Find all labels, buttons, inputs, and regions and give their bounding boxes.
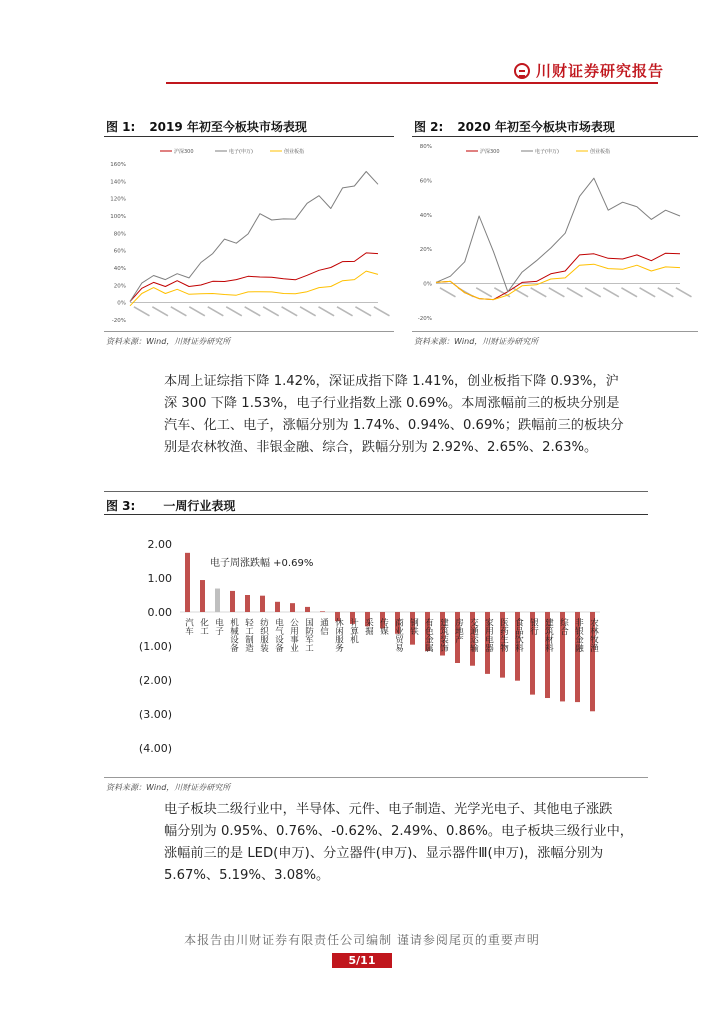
- x-tick-mark: [476, 287, 492, 297]
- legend-label: 电子(申万): [229, 149, 253, 155]
- bar: [290, 603, 295, 612]
- category-label: 电子: [213, 618, 224, 635]
- x-tick-mark: [676, 287, 692, 297]
- series-line: [436, 264, 680, 299]
- figure-3-title: 一周行业表现: [163, 499, 236, 513]
- x-tick-mark: [567, 287, 583, 297]
- legend-label: 创业板指: [284, 149, 305, 155]
- chart-annotation: 电子周涨跌幅 +0.69%: [210, 558, 314, 570]
- bar: [215, 589, 220, 612]
- legend-label: 电子(申万): [535, 149, 559, 155]
- x-tick-mark: [152, 306, 168, 316]
- paragraph-line: 幅分别为 0.95%、0.76%、-0.62%、2.49%、0.86%。电子板块三级行业中，: [164, 824, 633, 839]
- category-label: 电气设备: [273, 618, 284, 652]
- legend-label: 沪深300: [174, 149, 194, 155]
- x-tick-mark: [300, 306, 316, 316]
- x-tick-mark: [603, 287, 619, 297]
- figure-2-caption-rule: [412, 136, 698, 137]
- bar: [260, 596, 265, 612]
- y-tick-label: 40%: [419, 212, 432, 219]
- category-label: 休闲服务: [333, 618, 344, 652]
- paragraph-line: 涨幅前三的是 LED(申万)、分立器件(申万)、显示器件Ⅲ(申万)，涨幅分别为: [164, 846, 604, 861]
- category-label: 商业贸易: [393, 618, 404, 652]
- x-tick-mark: [440, 287, 456, 297]
- x-tick-mark: [318, 306, 334, 316]
- paragraph-line: 汽车、化工、电子，涨幅分别为 1.74%、0.94%、0.69%；跌幅前三的板块分: [164, 418, 624, 433]
- x-tick-mark: [512, 287, 528, 297]
- y-tick-label: 160%: [110, 162, 126, 168]
- x-tick-mark: [530, 287, 546, 297]
- category-label: 通信: [318, 618, 329, 635]
- x-tick-mark: [355, 306, 371, 316]
- category-label: 轻工制造: [243, 618, 254, 652]
- y-tick-label: (3.00): [138, 708, 172, 721]
- x-tick-mark: [337, 306, 353, 316]
- y-tick-label: 20%: [419, 247, 432, 254]
- x-tick-mark: [189, 306, 205, 316]
- figure-3-source: 资料来源：Wind，川财证券研究所: [106, 783, 231, 792]
- category-label: 家用电器: [483, 618, 494, 652]
- paragraph-line: 深 300 下降 1.53%，电子行业指数上涨 0.69%。本周涨幅前三的板块分别是: [164, 396, 620, 411]
- y-tick-label: 120%: [110, 196, 126, 203]
- figure-1-chart: [104, 140, 394, 328]
- figure-2-chart: [412, 140, 698, 328]
- y-tick-label: 60%: [419, 178, 432, 185]
- y-tick-label: 1.00: [147, 572, 172, 585]
- figure-3-caption-rule: [104, 514, 648, 515]
- x-tick-mark: [621, 287, 637, 297]
- header-divider: [166, 82, 658, 84]
- x-tick-mark: [548, 287, 564, 297]
- x-tick-mark: [170, 306, 186, 316]
- category-label: 化工: [198, 618, 209, 635]
- y-tick-label: 0%: [423, 281, 432, 288]
- y-tick-label: 40%: [113, 266, 126, 272]
- bar: [200, 580, 205, 612]
- figure-1-source: 资料来源：Wind，川财证券研究所: [106, 337, 231, 346]
- category-label: 钢铁: [408, 618, 419, 635]
- bar: [230, 591, 235, 612]
- x-tick-mark: [207, 306, 223, 316]
- category-label: 建筑装饰: [438, 618, 449, 652]
- category-label: 综合: [558, 618, 569, 635]
- y-tick-label: (1.00): [138, 640, 172, 653]
- figure-1-number: 图 1:: [106, 120, 136, 134]
- category-label: 农林牧渔: [588, 618, 599, 652]
- figure-2-title: 2020 年初至今板块市场表现: [457, 120, 615, 134]
- figure-2-bottom-rule: [412, 331, 698, 332]
- category-label: 机械设备: [228, 618, 239, 652]
- company-logo-icon: [514, 63, 530, 79]
- category-label: 医药生物: [498, 618, 509, 652]
- figure-3-chart: [104, 530, 624, 770]
- x-tick-mark: [494, 287, 510, 297]
- x-tick-mark: [263, 306, 279, 316]
- x-tick-mark: [134, 306, 150, 316]
- figure-3-caption: [106, 497, 235, 514]
- y-tick-label: 60%: [113, 248, 126, 255]
- category-label: 传媒: [378, 618, 389, 635]
- category-label: 国防军工: [303, 618, 314, 652]
- category-label: 有色金属: [423, 618, 434, 652]
- header-brand: [514, 60, 664, 81]
- x-tick-mark: [244, 306, 260, 316]
- x-tick-mark: [657, 287, 673, 297]
- page-number: 5/11: [332, 953, 392, 968]
- y-tick-label: 80%: [419, 144, 432, 150]
- paragraph-line: 别是农林牧渔、非银金融、综合，跌幅分别为 2.92%、2.65%、2.63%。: [164, 440, 598, 455]
- category-label: 公用事业: [288, 618, 299, 652]
- x-tick-mark: [374, 306, 390, 316]
- y-tick-label: (2.00): [138, 674, 172, 687]
- bar: [305, 607, 310, 612]
- category-label: 汽车: [183, 618, 194, 635]
- y-tick-label: -20%: [111, 318, 126, 324]
- bar: [185, 553, 190, 612]
- paragraph-market-summary: [164, 371, 660, 459]
- y-tick-label: 80%: [113, 231, 126, 238]
- category-label: 银行: [528, 618, 539, 635]
- paragraph-line: 本周上证综指下降 1.42%，深证成指下降 1.41%，创业板指下降 0.93%，沪: [164, 374, 619, 389]
- category-label: 食品饮料: [513, 618, 524, 652]
- x-tick-mark: [281, 306, 297, 316]
- paragraph-electronics-summary: [164, 799, 660, 887]
- bar: [320, 611, 325, 612]
- figure-3-top-rule: [104, 491, 648, 492]
- brand-title: 川财证券研究报告: [536, 62, 665, 80]
- figure-1-caption-rule: [104, 136, 394, 137]
- figure-2-caption: [414, 118, 615, 135]
- category-label: 采掘: [363, 618, 374, 635]
- y-tick-label: 2.00: [147, 538, 172, 551]
- bar: [275, 602, 280, 612]
- y-tick-label: 0.00: [147, 606, 172, 619]
- figure-2-number: 图 2:: [414, 120, 444, 134]
- category-label: 交通运输: [468, 618, 479, 652]
- y-tick-label: (4.00): [138, 742, 172, 755]
- figure-3-number: 图 3:: [106, 499, 136, 513]
- y-tick-label: 100%: [110, 214, 126, 220]
- category-label: 非银金融: [573, 618, 584, 652]
- figure-3-bottom-rule: [104, 777, 648, 778]
- figure-2-source: 资料来源：Wind，川财证券研究所: [414, 337, 539, 346]
- y-tick-label: 20%: [113, 283, 126, 290]
- x-tick-mark: [639, 287, 655, 297]
- category-label: 纺织服装: [258, 618, 269, 652]
- series-line: [436, 178, 680, 292]
- category-label: 计算机: [348, 618, 359, 644]
- category-label: 房地产: [453, 618, 464, 644]
- y-tick-label: 140%: [110, 179, 126, 186]
- x-tick-mark: [226, 306, 242, 316]
- legend-label: 创业板指: [590, 149, 611, 155]
- y-tick-label: 0%: [117, 300, 126, 307]
- bar: [245, 595, 250, 612]
- series-line: [130, 253, 378, 302]
- x-tick-mark: [585, 287, 601, 297]
- y-tick-label: -20%: [417, 316, 432, 322]
- category-label: 建筑材料: [543, 618, 554, 652]
- figure-1-bottom-rule: [104, 331, 394, 332]
- paragraph-line: 电子板块二级行业中，半导体、元件、电子制造、光学光电子、其他电子涨跌: [164, 802, 613, 817]
- footer-disclaimer: 本报告由川财证券有限责任公司编制 谨请参阅尾页的重要声明: [184, 933, 540, 947]
- figure-1-title: 2019 年初至今板块市场表现: [149, 120, 307, 134]
- figure-1-caption: [106, 118, 307, 135]
- legend-label: 沪深300: [480, 149, 500, 155]
- paragraph-line: 5.67%、5.19%、3.08%。: [164, 868, 330, 883]
